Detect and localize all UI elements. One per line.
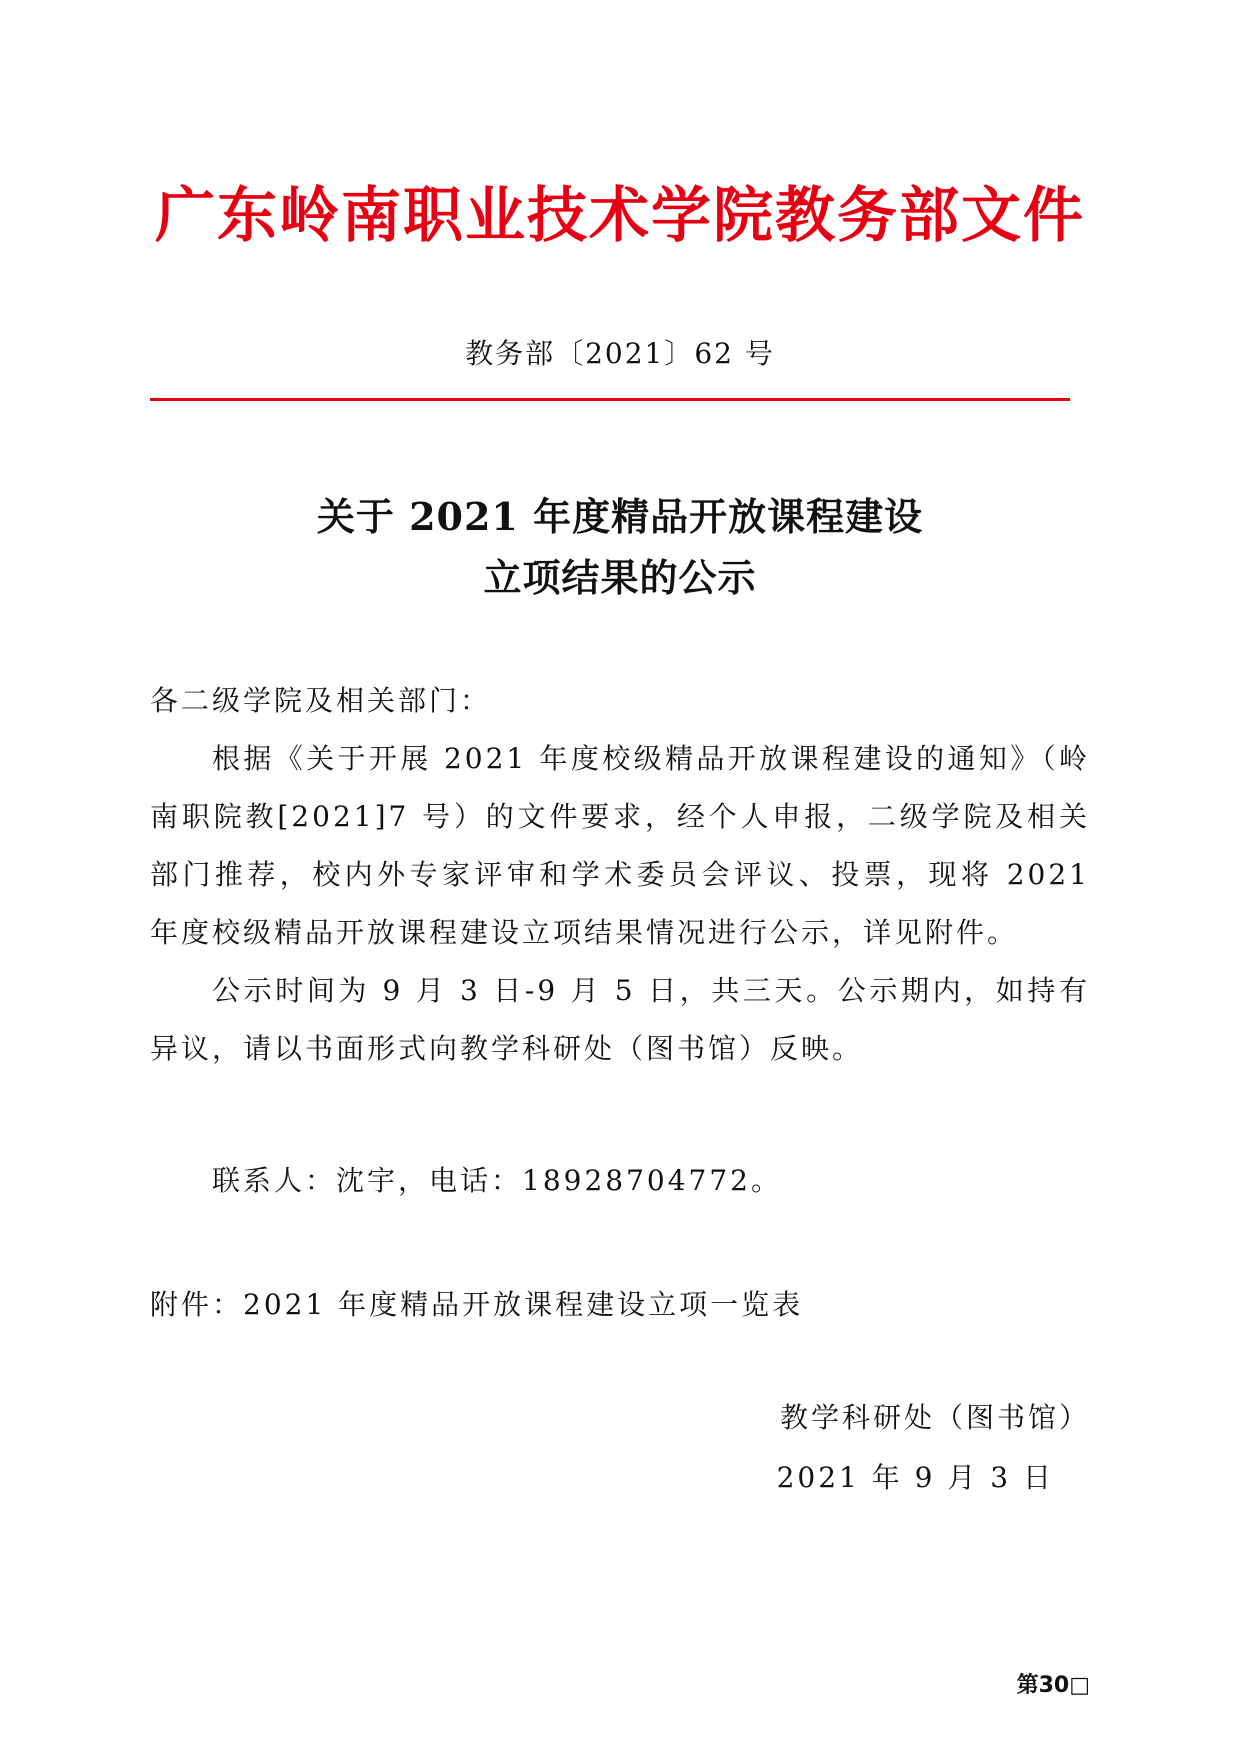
body-paragraph-2: 公示时间为 9 月 3 日-9 月 5 日，共三天。公示期内，如持有异议，请以书面形式向教学科研处（图书馆）反映。 [150, 974, 1090, 1065]
issuing-office: 教学科研处（图书馆） [779, 1401, 1090, 1434]
salutation: 各二级学院及相关部门： [150, 684, 492, 717]
title-line-1: 关于 2021 年度精品开放课程建设 [316, 494, 924, 539]
red-divider [150, 398, 1070, 401]
document-masthead: 广东岭南职业技术学院教务部文件 [155, 181, 1085, 251]
title-line-2: 立项结果的公示 [483, 555, 757, 600]
attachment-note: 附件：2021 年度精品开放课程建设立项一览表 [150, 1288, 804, 1321]
body-paragraph-1: 根据《关于开展 2021 年度校级精品开放课程建设的通知》（岭南职院教[2021]7 号）的文件要求，经个人申报，二级学院及相关部门推荐，校内外专家评审和学术委员会评议、投票，现将 2021 年度校级精品开放课程建设立项结果情况进行公示，详见附件。 [150, 742, 1090, 949]
document-number: 教务部〔2021〕62 号 [465, 337, 775, 370]
issue-date: 2021 年 9 月 3 日 [776, 1461, 1054, 1494]
page-number: 第30□ [1016, 1673, 1090, 1698]
contact-info: 联系人：沈宇，电话：18928704772。 [212, 1164, 782, 1197]
